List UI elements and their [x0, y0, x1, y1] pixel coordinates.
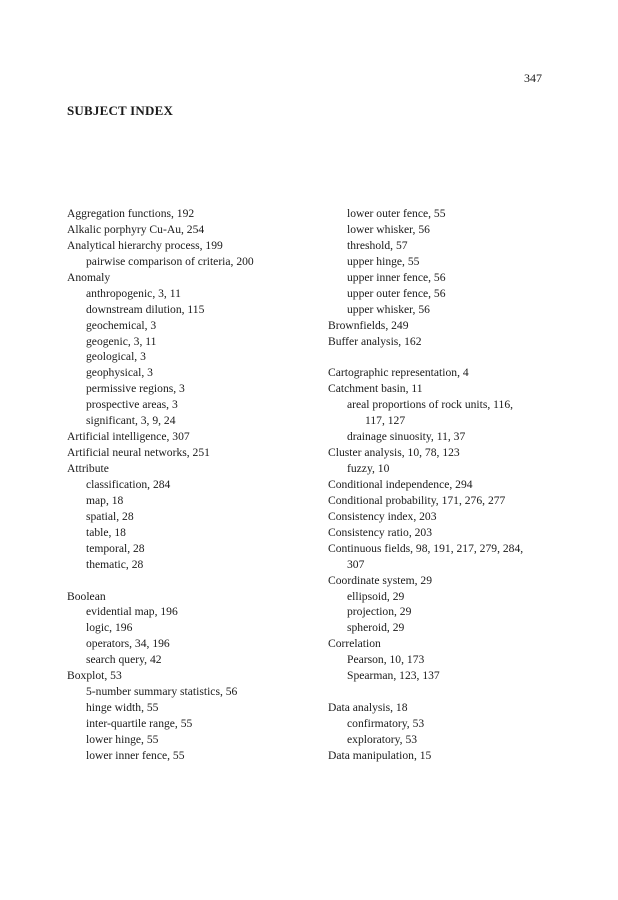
- index-subentry: fuzzy, 10: [347, 462, 390, 475]
- index-subentry: lower outer fence, 55: [347, 207, 446, 220]
- section-gap: [328, 684, 568, 700]
- section-gap: [328, 349, 568, 365]
- index-entry: Data analysis, 18: [328, 701, 408, 715]
- index-subentry: pairwise comparison of criteria, 200: [86, 254, 254, 268]
- index-entry: Alkalic porphyry Cu-Au, 254: [67, 222, 205, 236]
- index-entry: Conditional probability, 171, 276, 277: [328, 493, 506, 507]
- index-subentry: upper hinge, 55: [347, 254, 420, 268]
- index-entry: Consistency ratio, 203: [328, 525, 433, 539]
- index-subentry: geogenic, 3, 11: [86, 334, 157, 348]
- index-subentry: 307: [347, 557, 365, 571]
- index-entry: Buffer analysis, 162: [328, 334, 422, 348]
- index-subentry: spatial, 28: [86, 509, 134, 523]
- index-entry: Coordinate system, 29: [328, 573, 433, 587]
- index-subentry: evidential map, 196: [86, 605, 178, 619]
- index-subentry: lower whisker, 56: [347, 222, 430, 236]
- index-entry: Attribute: [67, 462, 109, 475]
- index-subentry: classification, 284: [86, 477, 171, 491]
- index-subentry: drainage sinuosity, 11, 37: [347, 430, 466, 444]
- index-subentry: upper whisker, 56: [347, 302, 430, 316]
- page-number: 347: [524, 71, 542, 85]
- index-entry: Artificial neural networks, 251: [67, 446, 210, 460]
- index-entry: Boolean: [67, 589, 106, 603]
- index-subentry: Pearson, 10, 173: [347, 653, 425, 667]
- index-subentry: upper outer fence, 56: [347, 286, 446, 300]
- index-subentry: prospective areas, 3: [86, 398, 178, 412]
- index-subentry: lower hinge, 55: [86, 732, 159, 746]
- index-subentry: significant, 3, 9, 24: [86, 414, 176, 428]
- index-subentry: table, 18: [86, 525, 126, 539]
- index-subentry: search query, 42: [86, 653, 162, 667]
- index-subentry: confirmatory, 53: [347, 717, 425, 730]
- index-entry: Aggregation functions, 192: [67, 207, 195, 220]
- index-subentry: permissive regions, 3: [86, 382, 185, 396]
- index-subentry: anthropogenic, 3, 11: [86, 286, 181, 300]
- index-subentry: geological, 3: [86, 350, 146, 364]
- index-entry: Cartographic representation, 4: [328, 366, 469, 380]
- index-subentry: ellipsoid, 29: [347, 589, 405, 603]
- index-column-right: [328, 206, 568, 764]
- index-subentry: lower inner fence, 55: [86, 748, 185, 762]
- index-subentry: 5-number summary statistics, 56: [86, 685, 238, 699]
- index-subentry: hinge width, 55: [86, 701, 159, 715]
- index-subentry: temporal, 28: [86, 541, 145, 555]
- index-subentry: exploratory, 53: [347, 732, 418, 746]
- index-entry: Catchment basin, 11: [328, 382, 423, 396]
- page-title: SUBJECT INDEX: [67, 103, 174, 118]
- index-subentry: upper inner fence, 56: [347, 270, 446, 284]
- index-subentry: thematic, 28: [86, 557, 144, 571]
- index-entry: Data manipulation, 15: [328, 748, 432, 762]
- index-subentry: map, 18: [86, 493, 124, 507]
- section-gap: [67, 573, 317, 589]
- index-subentry: inter-quartile range, 55: [86, 717, 193, 730]
- index-entry: Correlation: [328, 637, 381, 651]
- index-subentry: geochemical, 3: [86, 318, 157, 332]
- index-subentry: Spearman, 123, 137: [347, 669, 440, 683]
- index-subentry: areal proportions of rock units, 116,: [347, 398, 514, 412]
- index-entry: Anomaly: [67, 270, 111, 284]
- index-entry: Cluster analysis, 10, 78, 123: [328, 446, 460, 460]
- index-subentry: downstream dilution, 115: [86, 302, 205, 316]
- index-subentry: logic, 196: [86, 621, 133, 635]
- index-entry: Boxplot, 53: [67, 669, 122, 683]
- index-entry: Conditional independence, 294: [328, 477, 473, 491]
- index-subentry: projection, 29: [347, 605, 412, 619]
- index-entry: Brownfields, 249: [328, 318, 409, 332]
- index-column-left: [67, 206, 317, 764]
- index-subentry: threshold, 57: [347, 238, 408, 252]
- index-entry: Analytical hierarchy process, 199: [67, 238, 223, 252]
- index-subentry: operators, 34, 196: [86, 637, 170, 651]
- index-subentry: geophysical, 3: [86, 366, 153, 380]
- index-subentry: 117, 127: [365, 414, 406, 428]
- index-subentry: spheroid, 29: [347, 621, 405, 635]
- index-entry: Continuous fields, 98, 191, 217, 279, 284,: [328, 541, 524, 555]
- index-entry: Consistency index, 203: [328, 509, 437, 523]
- index-entry: Artificial intelligence, 307: [67, 430, 190, 444]
